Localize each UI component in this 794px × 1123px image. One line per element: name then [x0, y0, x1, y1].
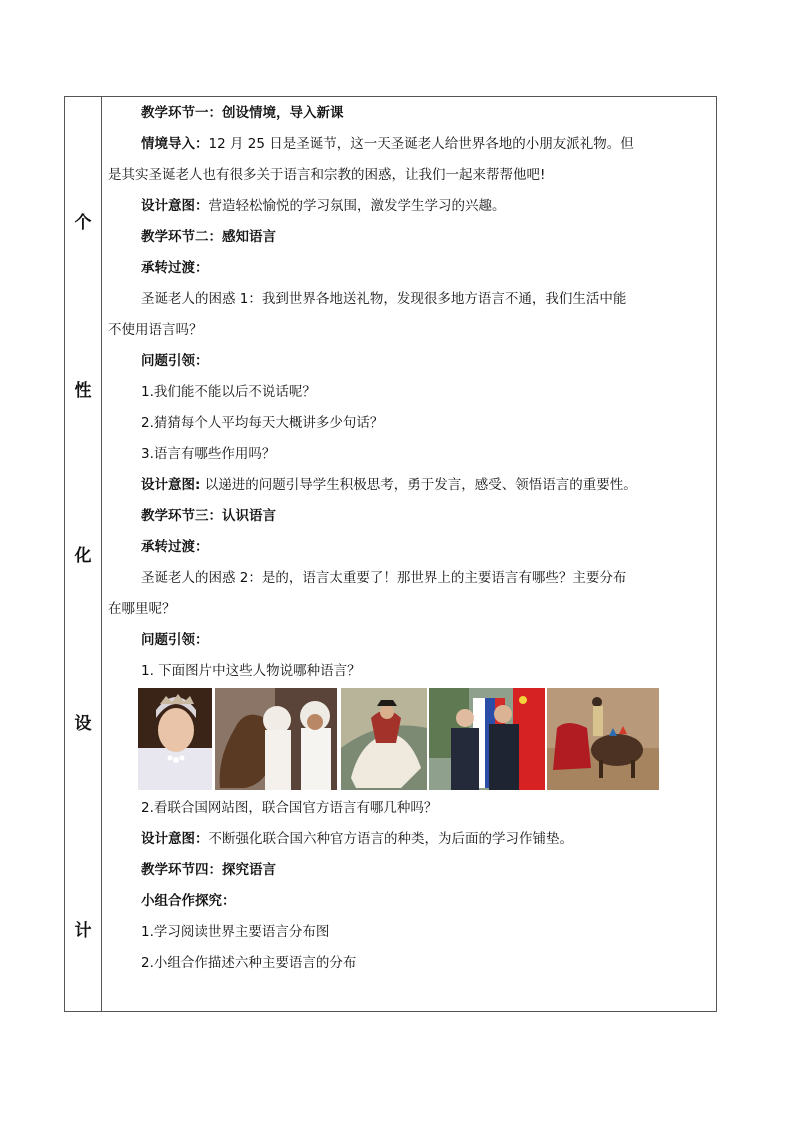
paragraph: [108, 827, 712, 858]
list-item: 2.看联合国网站图，联合国官方语言有哪几种吗？: [141, 800, 438, 816]
label: 承转过渡：: [141, 539, 209, 555]
queen-photo: [138, 688, 212, 790]
label: 设计意图：: [141, 198, 209, 214]
text: 12 月 25 日是圣诞节，这一天圣诞老人给世界各地的小朋友派礼物。但: [208, 136, 634, 152]
side-title-char: 计: [74, 921, 92, 941]
side-title-column: [65, 97, 102, 1011]
label: 问题引领：: [141, 632, 209, 648]
label: 小组合作探究：: [141, 893, 236, 909]
bullfight-photo: [547, 688, 659, 790]
list-item: 3.语言有哪些作用吗？: [141, 446, 276, 462]
label: 设计意图：: [141, 831, 209, 847]
napoleon-painting: [341, 688, 427, 790]
paragraph-continuation: 在哪里呢？: [108, 601, 176, 617]
label: 承转过渡：: [141, 260, 209, 276]
lesson-table: [64, 96, 717, 1012]
paragraph-continuation: 不使用语言吗？: [108, 322, 203, 338]
side-title-char: 化: [74, 546, 92, 566]
text: 营造轻松愉悦的学习氛围，激发学生学习的兴趣。: [208, 198, 506, 214]
side-title-char: 性: [74, 381, 92, 401]
list-item: 1. 下面图片中这些人物说哪种语言？: [141, 663, 361, 679]
lesson-content: [108, 101, 712, 982]
section-title: 教学环节四：探究语言: [141, 862, 276, 878]
side-title-char: 个: [74, 213, 92, 233]
list-item: 2.小组合作描述六种主要语言的分布: [141, 955, 357, 971]
paragraph: [108, 194, 712, 225]
label: 情境导入：: [141, 136, 209, 152]
photo-strip: [108, 688, 712, 792]
paragraph: [108, 132, 712, 163]
arab-men-camel-photo: [215, 688, 337, 790]
paragraph: 圣诞老人的困惑 2：是的，语言太重要了！那世界上的主要语言有哪些？主要分布: [141, 570, 627, 586]
paragraph: 圣诞老人的困惑 1：我到世界各地送礼物，发现很多地方语言不通，我们生活中能: [141, 291, 627, 307]
leaders-handshake-photo: [429, 688, 545, 790]
text: 以递进的问题引导学生积极思考，勇于发言，感受、领悟语言的重要性。: [200, 477, 637, 493]
text: 不断强化联合国六种官方语言的种类，为后面的学习作铺垫。: [208, 831, 573, 847]
side-title-char: 设: [74, 714, 92, 734]
list-item: 1.我们能不能以后不说话呢？: [141, 384, 316, 400]
section-title: 教学环节一：创设情境，导入新课: [141, 105, 344, 121]
section-title: 教学环节三：认识语言: [141, 508, 276, 524]
list-item: 2.猜猜每个人平均每天大概讲多少句话？: [141, 415, 384, 431]
paragraph-continuation: 是其实圣诞老人也有很多关于语言和宗教的困惑，让我们一起来帮帮他吧!: [108, 167, 546, 183]
label: 问题引领：: [141, 353, 209, 369]
list-item: 1.学习阅读世界主要语言分布图: [141, 924, 330, 940]
section-title: 教学环节二：感知语言: [141, 229, 276, 245]
label: 设计意图:: [141, 477, 201, 493]
paragraph: [108, 473, 712, 504]
